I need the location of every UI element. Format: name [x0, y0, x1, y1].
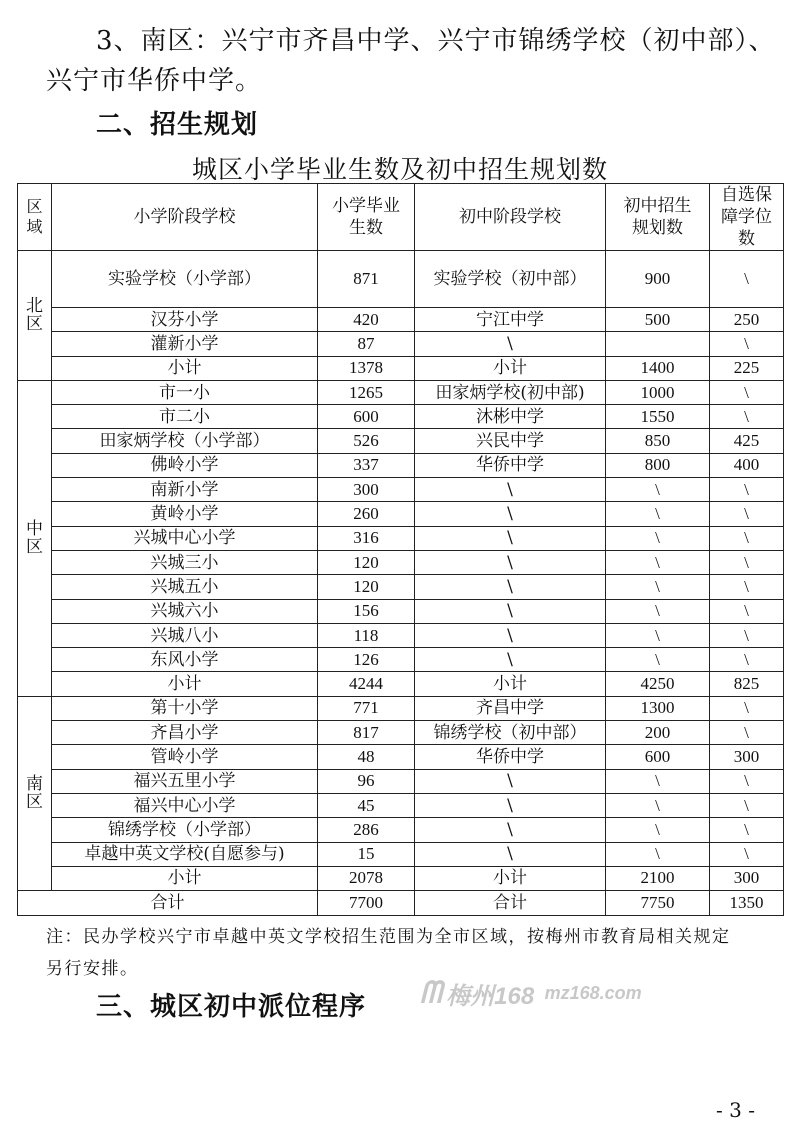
table-row	[18, 502, 784, 526]
watermark	[420, 976, 642, 1011]
section-2-heading: 二、招生规划	[96, 110, 259, 140]
table-row	[18, 453, 784, 477]
header-graduates: 小学毕业生数	[318, 184, 415, 251]
header-primary-school: 小学阶段学校	[52, 184, 318, 251]
table-row	[18, 478, 784, 502]
guaranteed-cell: \	[710, 502, 784, 526]
table-row	[18, 429, 784, 453]
primary-school-cell: 灌新小学	[52, 332, 318, 356]
middle-school-cell: \	[415, 842, 606, 866]
table-row	[18, 721, 784, 745]
note-line-1: 注：民办学校兴宁市卓越中英文学校招生范围为全市区域，按梅州市教育局相关规定	[46, 927, 731, 947]
table-total-row	[18, 891, 784, 916]
middle-school-cell: 小计	[415, 866, 606, 890]
page-number: - 3 -	[716, 1098, 755, 1122]
watermark-brand: 梅州168	[446, 983, 535, 1010]
enroll-plan-cell: 850	[606, 429, 710, 453]
watermark-site: mz168.com	[544, 983, 642, 1003]
guaranteed-cell: 225	[710, 356, 784, 380]
enroll-plan-cell: 1550	[606, 405, 710, 429]
guaranteed-cell: \	[710, 818, 784, 842]
guaranteed-cell: 400	[710, 453, 784, 477]
guaranteed-cell: \	[710, 769, 784, 793]
enroll-plan-cell: 800	[606, 453, 710, 477]
primary-school-cell: 第十小学	[52, 696, 318, 720]
enroll-plan-cell: 4250	[606, 672, 710, 696]
primary-school-cell: 锦绣学校（小学部）	[52, 818, 318, 842]
table-caption: 城区小学毕业生数及初中招生规划数	[191, 155, 608, 184]
primary-school-cell: 东风小学	[52, 648, 318, 672]
graduates-cell: 316	[318, 526, 415, 550]
enroll-plan-cell: 1400	[606, 356, 710, 380]
region-char: 北	[26, 296, 43, 317]
enrollment-plan-table	[17, 183, 784, 916]
guaranteed-cell: \	[710, 575, 784, 599]
middle-school-cell: 小计	[415, 356, 606, 380]
header-guaranteed: 自选保障学位数	[710, 184, 784, 251]
graduates-cell: 1378	[318, 356, 415, 380]
middle-school-cell: \	[415, 793, 606, 817]
primary-school-cell: 市二小	[52, 405, 318, 429]
enroll-plan-cell: \	[606, 526, 710, 550]
enroll-plan-cell: \	[606, 793, 710, 817]
enroll-plan-cell: 900	[606, 251, 710, 308]
middle-school-cell: \	[415, 648, 606, 672]
primary-school-cell: 小计	[52, 672, 318, 696]
region-char: 区	[26, 314, 43, 335]
enroll-plan-cell: \	[606, 842, 710, 866]
middle-school-cell: \	[415, 502, 606, 526]
guaranteed-cell: \	[710, 842, 784, 866]
enroll-plan-cell: \	[606, 575, 710, 599]
enroll-plan-cell: \	[606, 502, 710, 526]
enroll-plan-cell: 500	[606, 308, 710, 332]
table-row	[18, 356, 784, 380]
enroll-plan-cell: \	[606, 599, 710, 623]
table-row	[18, 648, 784, 672]
primary-school-cell: 福兴五里小学	[52, 769, 318, 793]
enroll-plan-cell: \	[606, 648, 710, 672]
primary-school-cell: 佛岭小学	[52, 453, 318, 477]
header-middle-school: 初中阶段学校	[415, 184, 606, 251]
note-line-2: 另行安排。	[46, 959, 139, 979]
primary-school-cell: 齐昌小学	[52, 721, 318, 745]
enroll-plan-cell: \	[606, 550, 710, 574]
middle-school-cell: 齐昌中学	[415, 696, 606, 720]
table-row	[18, 866, 784, 890]
graduates-cell: 260	[318, 502, 415, 526]
graduates-cell: 156	[318, 599, 415, 623]
middle-school-cell: \	[415, 599, 606, 623]
guaranteed-cell: \	[710, 648, 784, 672]
primary-school-cell: 小计	[52, 866, 318, 890]
guaranteed-cell: 825	[710, 672, 784, 696]
guaranteed-cell: \	[710, 380, 784, 404]
table-row	[18, 623, 784, 647]
graduates-cell: 300	[318, 478, 415, 502]
enroll-plan-cell: 200	[606, 721, 710, 745]
graduates-cell: 286	[318, 818, 415, 842]
region-char: 中	[26, 519, 43, 540]
guaranteed-cell: \	[710, 599, 784, 623]
middle-school-cell: 华侨中学	[415, 745, 606, 769]
primary-school-cell: 汉芬小学	[52, 308, 318, 332]
table-row	[18, 842, 784, 866]
table-row	[18, 769, 784, 793]
table-row	[18, 575, 784, 599]
guaranteed-cell: \	[710, 696, 784, 720]
middle-school-cell: \	[415, 526, 606, 550]
middle-school-cell: 宁江中学	[415, 308, 606, 332]
total-label: 合计	[18, 891, 318, 916]
middle-school-cell: \	[415, 332, 606, 356]
table-row	[18, 308, 784, 332]
guaranteed-cell: 250	[710, 308, 784, 332]
watermark-logo-icon: ᗰ	[420, 976, 442, 1010]
enroll-plan-cell: \	[606, 623, 710, 647]
graduates-cell: 771	[318, 696, 415, 720]
guaranteed-cell: \	[710, 405, 784, 429]
guaranteed-cell: 300	[710, 866, 784, 890]
middle-school-cell: \	[415, 478, 606, 502]
graduates-cell: 48	[318, 745, 415, 769]
middle-school-cell: \	[415, 550, 606, 574]
table-row	[18, 672, 784, 696]
total-graduates: 7700	[318, 891, 415, 916]
middle-school-cell: 田家炳学校(初中部)	[415, 380, 606, 404]
primary-school-cell: 兴城三小	[52, 550, 318, 574]
total-guaranteed: 1350	[710, 891, 784, 916]
table-row	[18, 526, 784, 550]
primary-school-cell: 小计	[52, 356, 318, 380]
guaranteed-cell: 300	[710, 745, 784, 769]
guaranteed-cell: \	[710, 332, 784, 356]
graduates-cell: 337	[318, 453, 415, 477]
graduates-cell: 420	[318, 308, 415, 332]
region-char: 区	[26, 537, 43, 558]
guaranteed-cell: \	[710, 793, 784, 817]
primary-school-cell: 管岭小学	[52, 745, 318, 769]
graduates-cell: 4244	[318, 672, 415, 696]
guaranteed-cell: \	[710, 623, 784, 647]
total-enroll-plan: 7750	[606, 891, 710, 916]
middle-school-cell: 沐彬中学	[415, 405, 606, 429]
table-row	[18, 696, 784, 720]
table-row	[18, 251, 784, 308]
guaranteed-cell: 425	[710, 429, 784, 453]
enroll-plan-cell: 1000	[606, 380, 710, 404]
graduates-cell: 126	[318, 648, 415, 672]
primary-school-cell: 兴城六小	[52, 599, 318, 623]
middle-school-cell: 锦绣学校（初中部）	[415, 721, 606, 745]
enroll-plan-cell: \	[606, 818, 710, 842]
primary-school-cell: 卓越中英文学校(自愿参与)	[52, 842, 318, 866]
enroll-plan-cell: 600	[606, 745, 710, 769]
table-row	[18, 380, 784, 404]
graduates-cell: 120	[318, 575, 415, 599]
enroll-plan-cell: \	[606, 478, 710, 502]
graduates-cell: 87	[318, 332, 415, 356]
primary-school-cell: 市一小	[52, 380, 318, 404]
intro-line-2: 兴宁市华侨中学。	[46, 66, 263, 96]
region-char: 南	[26, 774, 43, 795]
table-row	[18, 405, 784, 429]
enroll-plan-cell: \	[606, 769, 710, 793]
table-row	[18, 745, 784, 769]
middle-school-cell: 兴民中学	[415, 429, 606, 453]
table-row	[18, 793, 784, 817]
header-enroll-plan: 初中招生规划数	[606, 184, 710, 251]
middle-school-cell: \	[415, 818, 606, 842]
primary-school-cell: 福兴中心小学	[52, 793, 318, 817]
total-middle-label: 合计	[415, 891, 606, 916]
section-3-heading: 三、城区初中派位程序	[96, 992, 367, 1022]
table-header-row	[18, 184, 784, 251]
table-row	[18, 332, 784, 356]
primary-school-cell: 兴城八小	[52, 623, 318, 647]
region-cell	[18, 251, 52, 381]
region-cell	[18, 380, 52, 696]
graduates-cell: 871	[318, 251, 415, 308]
graduates-cell: 1265	[318, 380, 415, 404]
primary-school-cell: 南新小学	[52, 478, 318, 502]
graduates-cell: 526	[318, 429, 415, 453]
graduates-cell: 600	[318, 405, 415, 429]
middle-school-cell: \	[415, 623, 606, 647]
guaranteed-cell: \	[710, 526, 784, 550]
enroll-plan-cell: 1300	[606, 696, 710, 720]
guaranteed-cell: \	[710, 251, 784, 308]
middle-school-cell: 华侨中学	[415, 453, 606, 477]
table-row	[18, 550, 784, 574]
graduates-cell: 817	[318, 721, 415, 745]
guaranteed-cell: \	[710, 721, 784, 745]
middle-school-cell: 实验学校（初中部）	[415, 251, 606, 308]
primary-school-cell: 黄岭小学	[52, 502, 318, 526]
header-region: 区域	[18, 184, 52, 251]
primary-school-cell: 田家炳学校（小学部）	[52, 429, 318, 453]
middle-school-cell: 小计	[415, 672, 606, 696]
graduates-cell: 96	[318, 769, 415, 793]
enroll-plan-cell: 2100	[606, 866, 710, 890]
region-cell	[18, 696, 52, 890]
guaranteed-cell: \	[710, 478, 784, 502]
middle-school-cell: \	[415, 769, 606, 793]
graduates-cell: 120	[318, 550, 415, 574]
table-row	[18, 818, 784, 842]
primary-school-cell: 兴城中心小学	[52, 526, 318, 550]
primary-school-cell: 兴城五小	[52, 575, 318, 599]
intro-line-1: 3、南区：兴宁市齐昌中学、兴宁市锦绣学校（初中部）、	[96, 26, 776, 56]
table-row	[18, 599, 784, 623]
graduates-cell: 2078	[318, 866, 415, 890]
graduates-cell: 118	[318, 623, 415, 647]
middle-school-cell: \	[415, 575, 606, 599]
graduates-cell: 15	[318, 842, 415, 866]
guaranteed-cell: \	[710, 550, 784, 574]
enroll-plan-cell	[606, 332, 710, 356]
primary-school-cell: 实验学校（小学部）	[52, 251, 318, 308]
region-char: 区	[26, 792, 43, 813]
graduates-cell: 45	[318, 793, 415, 817]
